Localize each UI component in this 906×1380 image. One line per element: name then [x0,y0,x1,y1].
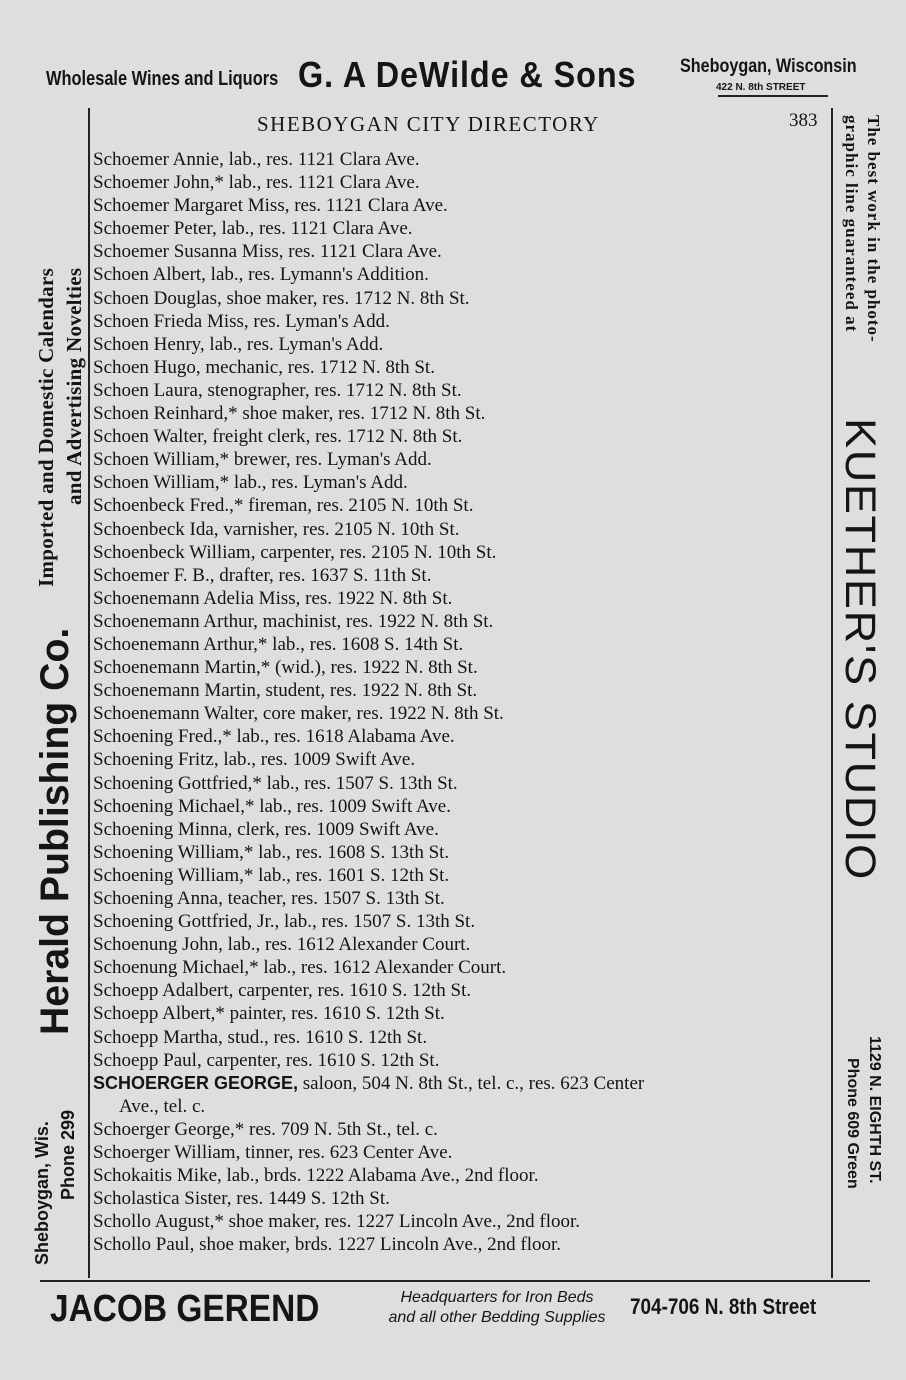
right-ad-phone: Phone 609 Green [844,1058,861,1189]
list-item: Schoening Fritz, lab., res. 1009 Swift Ave. [93,749,416,771]
list-item: Schoemer F. B., drafter, res. 1637 S. 11th St. [93,564,432,586]
list-item: Schoenung Michael,* lab., res. 1612 Alexander Court. [93,957,507,979]
list-item: Schoepp Albert,* painter, res. 1610 S. 12th St. [93,1003,445,1025]
bottom-advertisement [50,1284,870,1344]
list-item: Schoenemann Arthur, machinist, res. 1922 N. 8th St. [93,610,494,632]
page-number: 383 [789,110,818,131]
bottom-ad-company: JACOB GEREND [50,1288,320,1330]
list-item: Schoerger George,* res. 709 N. 5th St., tel. c. [93,1118,438,1140]
list-item: Schoenemann Martin, student, res. 1922 N. 8th St. [93,680,478,702]
list-item: Schoen Hugo, mechanic, res. 1712 N. 8th St. [93,356,435,378]
list-item: Schoemer Annie, lab., res. 1121 Clara Ave. [93,149,420,170]
list-item: Schoemer Susanna Miss, res. 1121 Clara Ave. [93,241,442,263]
left-border [88,108,90,1278]
list-item: Schoening Gottfried,* lab., res. 1507 S. 13th St. [93,772,458,794]
page-header [92,110,827,138]
business-details: saloon, 504 N. 8th St., tel. c., res. 623 Center [298,1072,645,1094]
list-item: Schoerger William, tinner, res. 623 Center Ave. [93,1142,453,1164]
bottom-ad-tagline [362,1288,632,1328]
list-item: Schollo August,* shoe maker, res. 1227 Lincoln Ave., 2nd floor. [93,1211,581,1233]
business-details-continued: Ave., tel. c. [119,1095,206,1117]
list-item: Schoenemann Walter, core maker, res. 1922 N. 8th St. [93,703,504,725]
list-item: Schoemer Peter, lab., res. 1121 Clara Ave. [93,218,413,240]
list-item: Schoepp Martha, stud., res. 1610 S. 12th St. [93,1026,428,1048]
list-item: Schoen William,* lab., res. Lyman's Add. [93,472,408,494]
list-item: Schoening Gottfried, Jr., lab., res. 1507 S. 13th St. [93,911,476,933]
list-item: Schoening William,* lab., res. 1608 S. 13th St. [93,841,450,863]
list-item: Schoenemann Adelia Miss, res. 1922 N. 8th St. [93,587,453,609]
left-ad-phone: Phone 299 [58,1109,78,1200]
list-item: Schoepp Adalbert, carpenter, res. 1610 S. 12th St. [93,980,472,1002]
list-item: Schoen Douglas, shoe maker, res. 1712 N. 8th St. [93,287,470,309]
list-item: Schoening Fred.,* lab., res. 1618 Alabama Ave. [93,726,455,748]
list-item: Schoenemann Arthur,* lab., res. 1608 S. 14th St. [93,633,464,655]
business-name: SCHOERGER GEORGE, [93,1072,299,1093]
directory-title: SHEBOYGAN CITY DIRECTORY [257,112,600,136]
list-item: Schollo Paul, shoe maker, brds. 1227 Lincoln Ave., 2nd floor. [93,1234,562,1256]
list-item: Schoemer John,* lab., res. 1121 Clara Ave. [93,172,420,194]
list-item: Schokaitis Mike, lab., brds. 1222 Alabama Ave., 2nd floor. [93,1165,539,1187]
directory-entries [93,148,833,1257]
top-ad-company-name: G. A DeWilde & Sons [298,54,637,95]
list-item: Schoenung John, lab., res. 1612 Alexander Court. [93,934,471,956]
bottom-border [40,1280,870,1282]
right-ad-studio: KUETHER'S STUDIO [836,418,884,881]
left-ad-city: Sheboygan, Wis. [32,1121,52,1265]
bottom-ad-tagline-line2: and all other Bedding Supplies [388,1309,606,1326]
top-ad-left-text: Wholesale Wines and Liquors [46,68,279,90]
list-item: Schoen Laura, stenographer, res. 1712 N. 8th St. [93,379,462,401]
right-ad-address: 1129 N. EIGHTH ST. [866,1036,883,1184]
list-item: Scholastica Sister, res. 1449 S. 12th St. [93,1188,390,1210]
left-ad-line1: Imported and Domestic Calendars [34,267,58,587]
right-ad-line2: graphic line guaranteed at [842,115,861,333]
list-item: Schoening Minna, clerk, res. 1009 Swift Ave. [93,818,439,840]
right-ad-line1: The best work in the photo- [864,115,883,343]
list-item: Schoenemann Martin,* (wid.), res. 1922 N. 8th St. [93,657,478,679]
list-item: Schoemer Margaret Miss, res. 1121 Clara Ave. [93,195,448,217]
list-item: Schoen Frieda Miss, res. Lyman's Add. [93,310,390,332]
list-item: Schoepp Paul, carpenter, res. 1610 S. 12th St. [93,1049,440,1071]
list-item: Schoening William,* lab., res. 1601 S. 12th St. [93,864,450,886]
list-item: Schoenbeck Ida, varnisher, res. 2105 N. 10th St. [93,518,460,540]
list-item: Schoen Albert, lab., res. Lymann's Addition. [93,264,429,286]
list-item: Schoening Anna, teacher, res. 1507 S. 13th St. [93,888,445,909]
top-ad-rule [718,95,828,97]
left-ad-line2: and Advertising Novelties [62,267,86,505]
top-ad-city: Sheboygan, Wisconsin [680,56,857,77]
list-item: Schoen Reinhard,* shoe maker, res. 1712 N. 8th St. [93,403,486,425]
list-item: Schoen William,* brewer, res. Lyman's Add. [93,449,432,471]
top-advertisement [40,52,865,100]
list-item: Schoen Henry, lab., res. Lyman's Add. [93,333,384,355]
bottom-ad-tagline-line1: Headquarters for Iron Beds [400,1289,594,1306]
list-item: Schoen Walter, freight clerk, res. 1712 N. 8th St. [93,426,463,448]
list-item: Schoenbeck William, carpenter, res. 2105 N. 10th St. [93,541,497,563]
top-ad-address: 422 N. 8th STREET [716,82,806,93]
left-ad-company: Herald Publishing Co. [33,627,77,1035]
bottom-ad-address: 704-706 N. 8th Street [630,1294,817,1319]
list-item: Schoenbeck Fred.,* fireman, res. 2105 N. 10th St. [93,495,474,517]
list-item: Schoening Michael,* lab., res. 1009 Swift Ave. [93,795,451,817]
list-item-business [93,1072,833,1118]
